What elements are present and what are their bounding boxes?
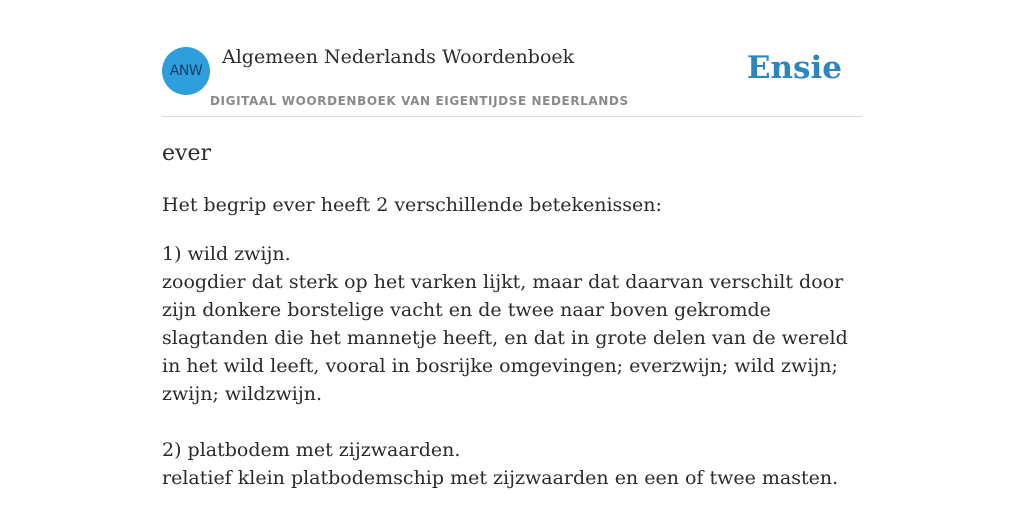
meaning-title: 2) platbodem met zijzwaarden.: [162, 439, 461, 461]
headword: ever: [162, 141, 211, 166]
dictionary-name[interactable]: Algemeen Nederlands Woordenboek: [222, 46, 575, 68]
meanings-intro: Het begrip ever heeft 2 verschillende betekenissen:: [162, 194, 662, 216]
meaning-definition: zoogdier dat sterk op het varken lijkt, maar dat daarvan verschilt door zijn donkere borstelige vacht en de twee naar boven gekromde slagtanden die het mannetje heeft, en dat in grote delen van de wereld in het wild leeft, vooral in bosrijke omgevingen; everzwijn; wild zwijn; zwijn; wildzwijn.: [162, 271, 848, 405]
meaning-item: [162, 240, 862, 408]
ensie-brand-link[interactable]: Ensie: [746, 50, 842, 86]
meaning-item: [162, 436, 862, 492]
dictionary-subtitle: DIGITAAL WOORDENBOEK VAN EIGENTIJDSE NEDERLANDS: [210, 94, 629, 108]
meaning-title: 1) wild zwijn.: [162, 243, 291, 265]
logo-text: ANW: [169, 63, 203, 79]
meanings-list: [162, 240, 862, 520]
meaning-definition: relatief klein platbodemschip met zijzwaarden en een of twee masten.: [162, 467, 839, 489]
page-header: [162, 44, 862, 117]
anw-logo[interactable]: [162, 47, 210, 95]
